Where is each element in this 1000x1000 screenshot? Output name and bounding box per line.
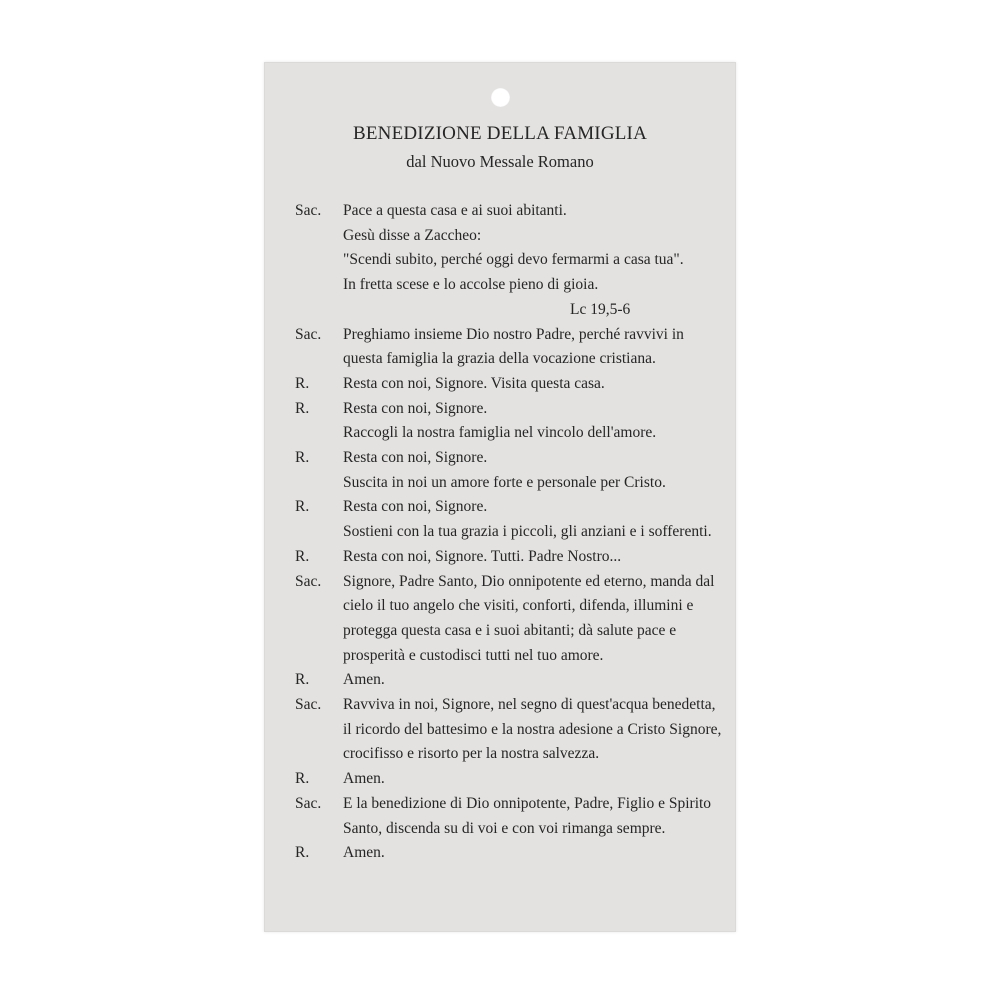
prayer-text: E la benedizione di Dio onnipotente, Padre, Figlio e Spirito	[343, 794, 712, 812]
speaker-label: Sac.	[295, 325, 322, 343]
prayer-line	[295, 570, 736, 595]
speaker-label: R.	[295, 844, 310, 862]
prayer-text: Pace a questa casa e ai suoi abitanti.	[343, 202, 567, 219]
prayer-text: Santo, discenda su di voi e con voi rimanga sempre.	[343, 819, 666, 837]
prayer-text: Suscita in noi un amore forte e personale per Cristo.	[343, 473, 666, 491]
prayer-line	[295, 693, 736, 718]
card-title: BENEDIZIONE DELLA FAMIGLIA	[352, 123, 648, 144]
prayer-line	[295, 742, 736, 767]
prayer-line	[295, 594, 736, 619]
prayer-text: Amen.	[343, 671, 385, 689]
speaker-label: Sac.	[295, 696, 322, 714]
prayer-card	[264, 62, 736, 932]
prayer-line	[295, 792, 736, 817]
prayer-text: Amen.	[343, 770, 385, 788]
prayer-line	[295, 718, 736, 743]
scripture-reference	[295, 298, 736, 323]
prayer-line	[295, 545, 736, 570]
speaker-label: R.	[295, 770, 310, 788]
prayer-text: Signore, Padre Santo, Dio onnipotente ed eterno, manda dal	[343, 572, 715, 590]
prayer-lines	[264, 199, 736, 866]
card-subtitle: dal Nuovo Messale Romano	[406, 152, 594, 171]
prayer-line	[295, 273, 736, 298]
prayer-text: il ricordo del battesimo e la nostra adesione a Cristo Signore,	[343, 720, 722, 738]
prayer-line	[295, 495, 736, 520]
speaker-label: R.	[295, 547, 310, 565]
prayer-line	[295, 248, 736, 273]
prayer-line	[295, 224, 736, 249]
speaker-label: R.	[295, 374, 310, 392]
prayer-text: Resta con noi, Signore.	[343, 449, 488, 467]
prayer-line	[295, 817, 736, 842]
prayer-text: prosperità e custodisci tutti nel tuo amore.	[343, 646, 604, 664]
speaker-label: R.	[295, 449, 310, 467]
prayer-line	[295, 520, 736, 545]
prayer-line	[295, 347, 736, 372]
prayer-line	[295, 421, 736, 446]
prayer-line	[295, 471, 736, 496]
prayer-text: questa famiglia la grazia della vocazione cristiana.	[343, 350, 656, 368]
prayer-line	[295, 323, 736, 348]
prayer-line	[295, 372, 736, 397]
prayer-text: Sostieni con la tua grazia i piccoli, gli anziani e i sofferenti.	[343, 523, 712, 541]
prayer-text: In fretta scese e lo accolse pieno di gioia.	[343, 276, 599, 294]
punch-hole	[491, 88, 510, 107]
prayer-line	[295, 668, 736, 693]
prayer-text: Lc 19,5-6	[570, 300, 631, 318]
speaker-label: Sac.	[295, 202, 322, 219]
prayer-text: Resta con noi, Signore. Visita questa casa.	[343, 374, 605, 392]
prayer-line	[295, 841, 736, 866]
prayer-line	[295, 446, 736, 471]
prayer-text: cielo il tuo angelo che visiti, conforti, difenda, illumini e	[343, 597, 694, 615]
prayer-text: Resta con noi, Signore.	[343, 399, 488, 417]
prayer-text: protegga questa casa e i suoi abitanti; dà salute pace e	[343, 621, 677, 639]
prayer-text: Raccogli la nostra famiglia nel vincolo dell'amore.	[343, 424, 657, 442]
prayer-line	[295, 767, 736, 792]
speaker-label: Sac.	[295, 572, 322, 590]
prayer-text: Ravviva in noi, Signore, nel segno di quest'acqua benedetta,	[343, 696, 716, 714]
prayer-text: Preghiamo insieme Dio nostro Padre, perché ravvivi in	[343, 325, 684, 343]
prayer-text: crocifisso e risorto per la nostra salvezza.	[343, 745, 600, 763]
prayer-line	[295, 199, 736, 224]
prayer-text: Resta con noi, Signore. Tutti. Padre Nostro...	[343, 547, 622, 565]
prayer-text: Gesù disse a Zaccheo:	[343, 226, 482, 244]
prayer-text: Amen.	[343, 844, 385, 862]
speaker-label: R.	[295, 498, 310, 516]
prayer-text: "Scendi subito, perché oggi devo fermarmi a casa tua".	[343, 251, 684, 269]
prayer-line	[295, 397, 736, 422]
speaker-label: R.	[295, 671, 310, 689]
speaker-label: Sac.	[295, 794, 322, 812]
prayer-line	[295, 619, 736, 644]
prayer-text: Resta con noi, Signore.	[343, 498, 488, 516]
prayer-line	[295, 644, 736, 669]
speaker-label: R.	[295, 399, 310, 417]
